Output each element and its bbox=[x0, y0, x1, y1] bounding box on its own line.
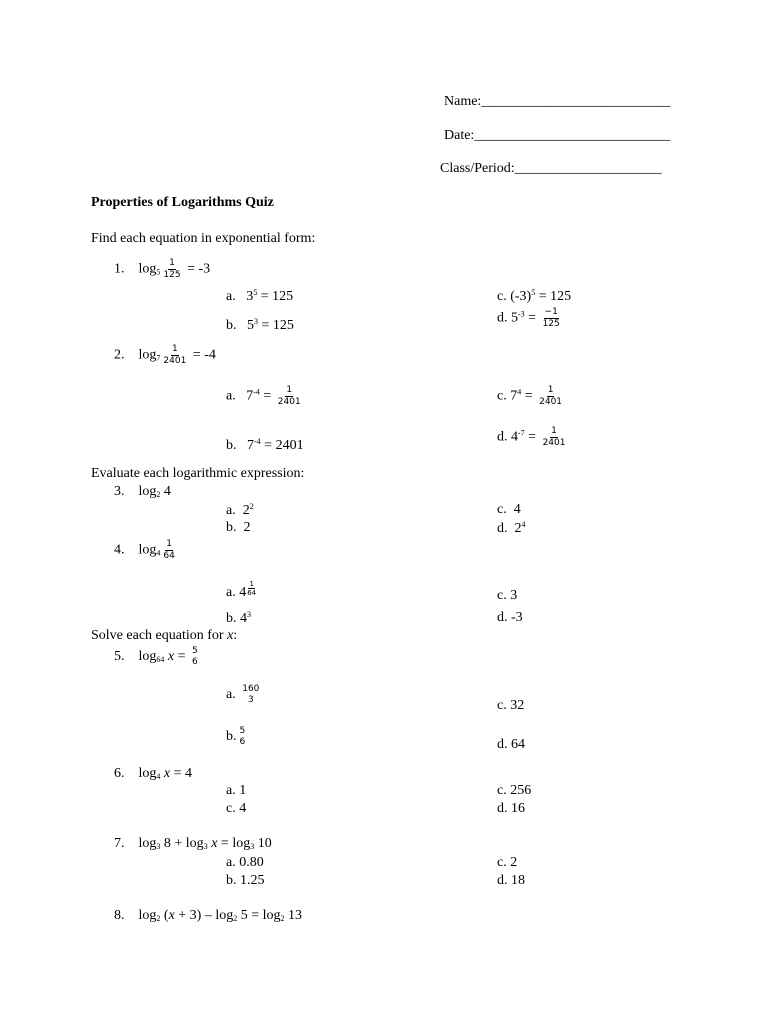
question-4: 4. $\log_4$ $\frac{1}{64}$ bbox=[114, 539, 175, 561]
name-label: Name: bbox=[444, 94, 482, 109]
fraction: 5 6 bbox=[239, 726, 246, 747]
class-period-field[interactable] bbox=[440, 161, 662, 177]
q4-option-c[interactable]: c. 3 bbox=[497, 588, 518, 603]
q6-option-c[interactable]: c. 256 bbox=[497, 783, 532, 798]
fraction: $\frac{1}{2401}$ bbox=[542, 426, 566, 448]
date-label: Date: bbox=[444, 128, 475, 143]
section-evaluate: Evaluate each logarithmic expression: bbox=[91, 466, 305, 481]
fraction: $\frac{1}{64}$ bbox=[163, 539, 175, 561]
q1-option-a[interactable]: a. $3^5 = 125$ bbox=[226, 288, 294, 304]
fraction: $\frac{1}{2401}$ bbox=[277, 385, 301, 407]
q4-option-d[interactable]: d. -3 bbox=[497, 610, 523, 625]
fraction: $\frac{1}{2401}$ bbox=[163, 344, 187, 366]
question-6: 6. $\log_4 x = 4$ bbox=[114, 766, 193, 781]
q5-option-a[interactable]: a. 160 3 bbox=[226, 684, 260, 705]
q4-option-a[interactable]: a. 4 $\frac{1}{64}$ bbox=[226, 580, 257, 600]
q2-option-a[interactable]: a. $7^{-4}$ = $\frac{1}{2401}$ bbox=[226, 385, 301, 407]
q7-option-c[interactable]: c. 2 bbox=[497, 855, 518, 870]
q2-option-b[interactable]: b. $7^{-4} = 2401$ bbox=[226, 437, 304, 453]
q6-option-b[interactable]: c. 4 bbox=[226, 801, 247, 816]
q5-option-c[interactable]: c. 32 bbox=[497, 698, 525, 713]
question-5: 5. $\log_{64} x$ = 5 6 bbox=[114, 646, 198, 667]
q2-option-d[interactable]: d. $4^{-7}$ = $\frac{1}{2401}$ bbox=[497, 426, 566, 448]
q7-option-a[interactable]: a. 0.80 bbox=[226, 855, 264, 870]
q5-option-d[interactable]: d. 64 bbox=[497, 737, 525, 752]
q1-option-d[interactable]: d. $5^{-3}$ = $\frac{-1}{125}$ bbox=[497, 307, 560, 329]
name-blank[interactable]: ___________________________ bbox=[481, 94, 671, 109]
q3-option-b[interactable]: b. 2 bbox=[226, 520, 251, 535]
fraction: $\frac{1}{125}$ bbox=[163, 258, 181, 280]
q7-option-d[interactable]: d. 18 bbox=[497, 873, 525, 888]
question-1: 1. $\log_5$ $\frac{1}{125}$ = -3 bbox=[114, 258, 211, 280]
class-period-label: Class/Period: bbox=[440, 161, 515, 176]
q4-option-b[interactable]: b. $4^3$ bbox=[226, 610, 251, 626]
section-exponential-form: Find each equation in exponential form: bbox=[91, 231, 316, 246]
quiz-title: Properties of Logarithms Quiz bbox=[91, 195, 274, 210]
q1-option-c[interactable]: c. $(-3)^5 = 125$ bbox=[497, 288, 572, 304]
q5-option-b[interactable]: b. 5 6 bbox=[226, 726, 246, 747]
q2-option-c[interactable]: c. $7^4$ = $\frac{1}{2401}$ bbox=[497, 385, 563, 407]
question-3: 3. $\log_2 4$ bbox=[114, 484, 171, 499]
date-field[interactable] bbox=[444, 128, 670, 144]
q3-option-a[interactable]: a. $2^2$ bbox=[226, 502, 254, 518]
fraction: $\frac{-1}{125}$ bbox=[542, 307, 560, 329]
question-7: 7. $\log_3 8 + \log_3 x = \log_3 10$ bbox=[114, 836, 272, 851]
q7-option-b[interactable]: b. 1.25 bbox=[226, 873, 265, 888]
q6-option-a[interactable]: a. 1 bbox=[226, 783, 247, 798]
exponent-fraction: $\frac{1}{64}$ bbox=[247, 580, 257, 597]
q3-option-d[interactable]: d. $2^4$ bbox=[497, 520, 526, 536]
section-solve: Solve each equation for x: bbox=[91, 628, 238, 643]
fraction: 5 6 bbox=[192, 646, 198, 667]
question-2: 2. $\log_7$ $\frac{1}{2401}$ = -4 bbox=[114, 344, 216, 366]
fraction: $\frac{1}{2401}$ bbox=[539, 385, 563, 407]
date-blank[interactable]: ____________________________ bbox=[474, 128, 671, 143]
fraction: 160 3 bbox=[242, 684, 260, 705]
q3-option-c[interactable]: c. 4 bbox=[497, 502, 521, 517]
q1-option-b[interactable]: b. $5^3 = 125$ bbox=[226, 317, 294, 333]
name-field[interactable] bbox=[444, 94, 670, 110]
question-8: 8. $\log_2 (x + 3) - \log_2 5 = \log_2 13$ bbox=[114, 908, 303, 923]
q6-option-d[interactable]: d. 16 bbox=[497, 801, 525, 816]
class-period-blank[interactable]: _____________________ bbox=[514, 161, 662, 176]
